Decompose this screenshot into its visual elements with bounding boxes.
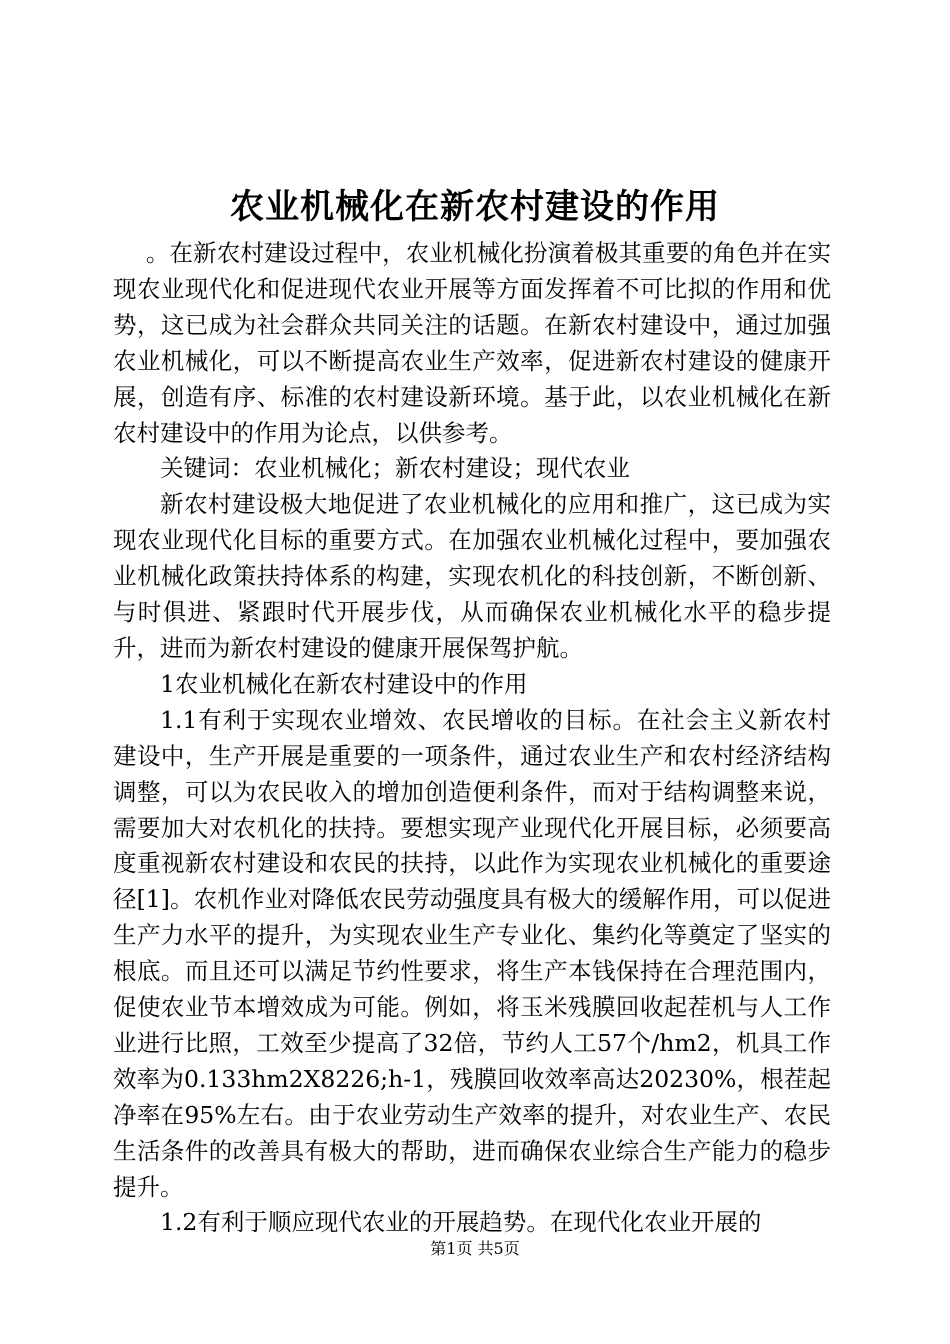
section-heading-1: 1农业机械化在新农村建设中的作用 — [160, 669, 528, 698]
page-footer: 第1页 共5页 — [430, 1239, 520, 1258]
section-1-1-paragraph: 1.1有利于实现农业增效、农民增收的目标。在社会主义新农村建设中，生产开展是重要的一项条件，通过农业生产和农村经济结构调整，可以为农民收入的增加创造便利条件，而对于结构调整来说，需要加大对农机化的扶持。要想实现产业现代化开展目标，必须要高度重视新农村建设和农民的扶持，以此作为实现农业机械化的重要途径[1]。农机作业对降低农民劳动强度具有极大的缓解作用，可以促进生产力水平的提升，为实现农业生产专业化、集约化等奠定了坚实的根底。而且还可以满足节约性要求，将生产本钱保持在合理范围内，促使农业节本增效成为可能。例如，将玉米残膜回收起茬机与人工作业进行比照，工效至少提高了32倍，节约人工57个/hm2，机具工作效率为0.133hm2X8226;h-1，残膜回收效率高达20230%，根茬起净率在95%左右。由于农业劳动生产效率的提升，对农业生产、农民生活条件的改善具有极大的帮助，进而确保农业综合生产能力的稳步提升。 — [113, 705, 831, 1201]
intro-paragraph: 新农村建设极大地促进了农业机械化的应用和推广，这已成为实现农业现代化目标的重要方式。在加强农业机械化过程中，要加强农业机械化政策扶持体系的构建，实现农机化的科技创新，不断创新、与时俱进、紧跟时代开展步伐，从而确保农业机械化水平的稳步提升，进而为新农村建设的健康开展保驾护航。 — [113, 490, 831, 662]
document-title: 农业机械化在新农村建设的作用 — [230, 187, 720, 227]
abstract-paragraph: 。在新农村建设过程中，农业机械化扮演着极其重要的角色并在实现农业现代化和促进现代农业开展等方面发挥着不可比拟的作用和优势，这已成为社会群众共同关注的话题。在新农村建设中，通过加强农业机械化，可以不断提高农业生产效率，促进新农村建设的健康开展，创造有序、标准的农村建设新环境。基于此，以农业机械化在新农村建设中的作用为论点，以供参考。 — [113, 239, 831, 447]
section-1-2-paragraph: 1.2有利于顺应现代农业的开展趋势。在现代化农业开展的 — [160, 1208, 762, 1237]
keywords-paragraph: 关键词：农业机械化；新农村建设；现代农业 — [160, 454, 630, 483]
document-body — [113, 236, 831, 1241]
